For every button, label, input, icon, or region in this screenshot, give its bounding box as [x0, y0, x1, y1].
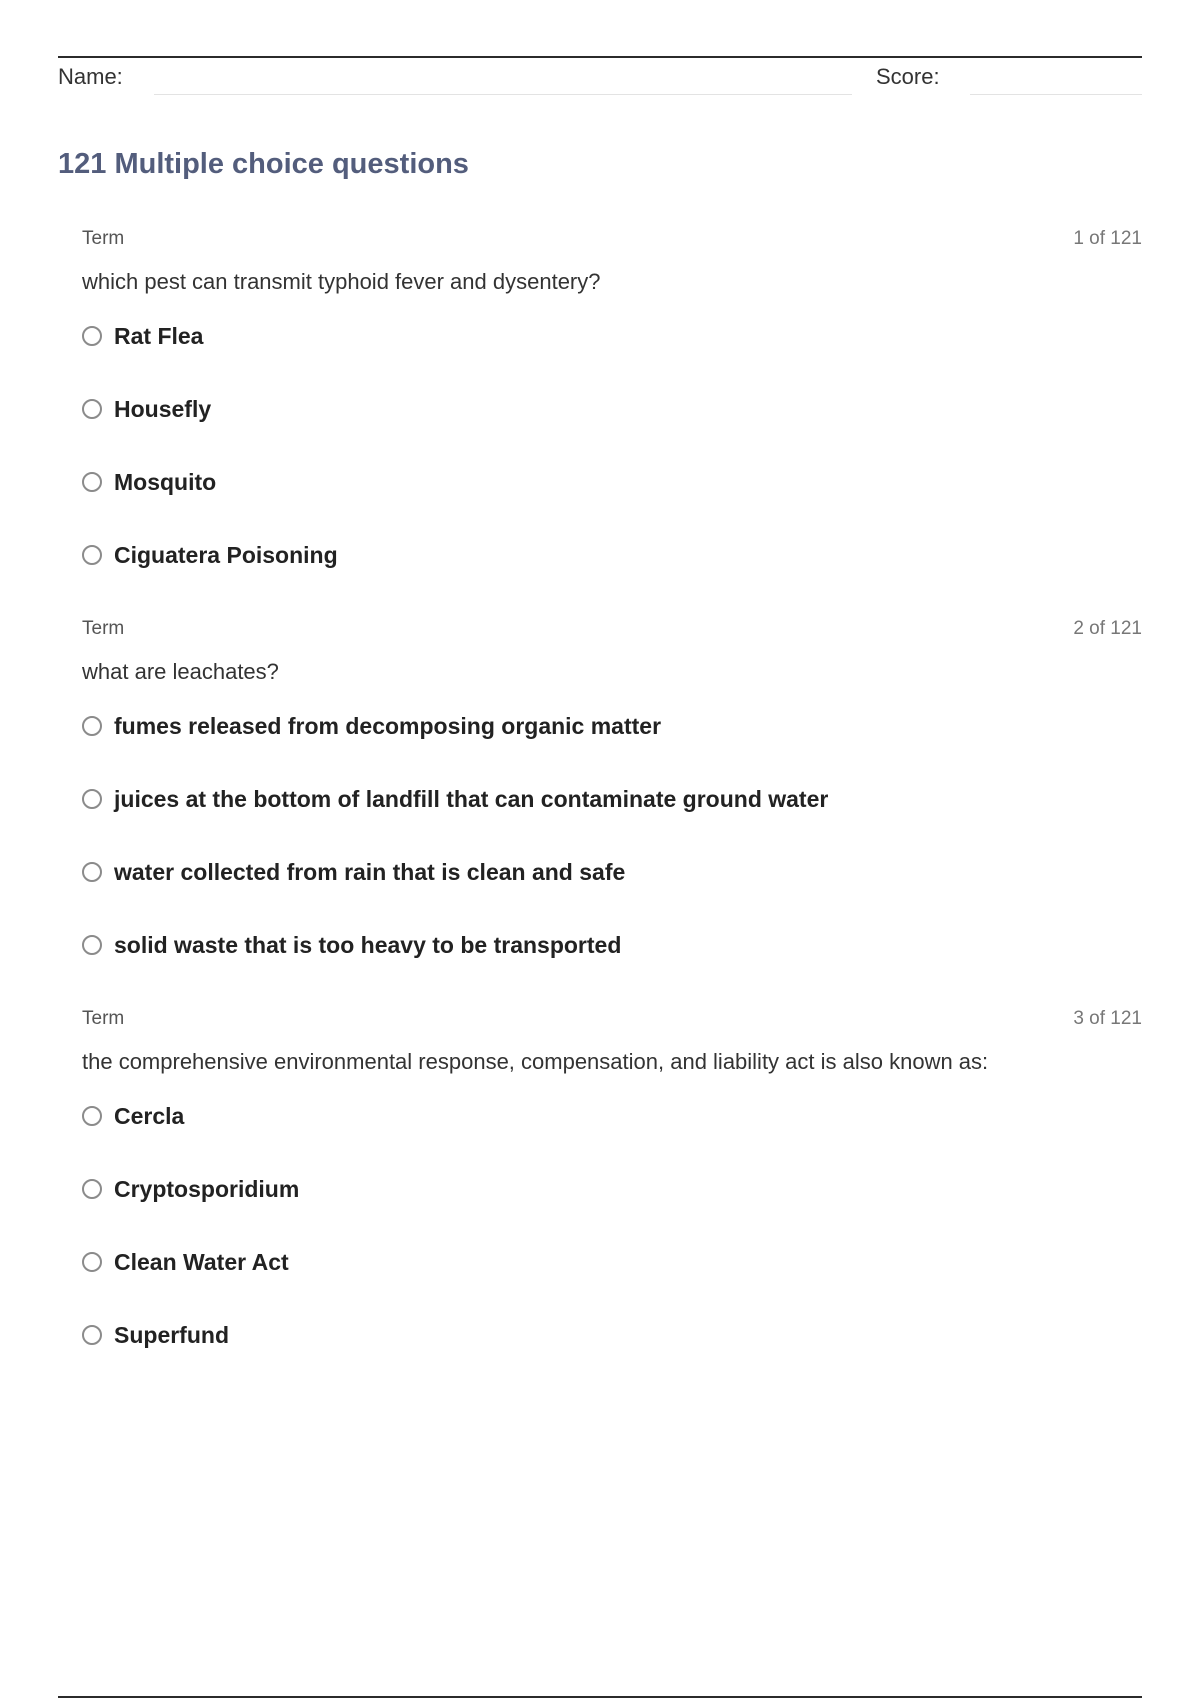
option-1[interactable]: [82, 708, 1142, 744]
question-card-3: [82, 1008, 1142, 1390]
option-1[interactable]: [82, 318, 1142, 354]
option-2[interactable]: [82, 1171, 1142, 1207]
question-card-1: [82, 228, 1142, 610]
question-counter: 1 of 121: [1073, 228, 1142, 249]
radio-icon[interactable]: [82, 789, 102, 809]
option-3[interactable]: [82, 1244, 1142, 1280]
section-title: 121 Multiple choice questions: [58, 148, 469, 180]
score-label: Score:: [876, 64, 940, 89]
option-label: Superfund: [114, 1321, 229, 1348]
radio-icon[interactable]: [82, 1252, 102, 1272]
question-counter: 3 of 121: [1073, 1008, 1142, 1029]
option-2[interactable]: [82, 391, 1142, 427]
worksheet-page: [58, 0, 1142, 1700]
top-rule: [58, 56, 1142, 58]
radio-icon[interactable]: [82, 935, 102, 955]
option-label: Rat Flea: [114, 322, 204, 349]
header-row: [58, 60, 1142, 96]
question-text: the comprehensive environmental response, compensation, and liability act is also known as:: [82, 1049, 989, 1074]
option-3[interactable]: [82, 854, 1142, 890]
option-4[interactable]: [82, 537, 1142, 573]
options-list: [82, 708, 1142, 963]
bottom-rule: [58, 1696, 1142, 1698]
option-label: solid waste that is too heavy to be transported: [114, 931, 622, 958]
name-label: Name:: [58, 64, 123, 89]
radio-icon[interactable]: [82, 1106, 102, 1126]
term-label: Term: [82, 618, 125, 639]
option-label: juices at the bottom of landfill that can contaminate ground water: [114, 785, 829, 812]
term-label: Term: [82, 1008, 125, 1029]
question-text: what are leachates?: [82, 659, 279, 684]
question-card-2: [82, 618, 1142, 1000]
options-list: [82, 1098, 1142, 1353]
question-text: which pest can transmit typhoid fever and dysentery?: [82, 269, 601, 294]
question-counter: 2 of 121: [1073, 618, 1142, 639]
option-label: Mosquito: [114, 468, 217, 495]
radio-icon[interactable]: [82, 862, 102, 882]
option-label: Clean Water Act: [114, 1248, 289, 1275]
option-4[interactable]: [82, 1317, 1142, 1353]
radio-icon[interactable]: [82, 716, 102, 736]
radio-icon[interactable]: [82, 472, 102, 492]
option-label: water collected from rain that is clean and safe: [114, 858, 626, 885]
option-2[interactable]: [82, 781, 1142, 817]
radio-icon[interactable]: [82, 1179, 102, 1199]
option-label: Cercla: [114, 1102, 185, 1129]
radio-icon[interactable]: [82, 545, 102, 565]
name-field[interactable]: [154, 94, 852, 95]
radio-icon[interactable]: [82, 326, 102, 346]
option-label: Ciguatera Poisoning: [114, 541, 338, 568]
option-3[interactable]: [82, 464, 1142, 500]
option-1[interactable]: [82, 1098, 1142, 1134]
option-label: Cryptosporidium: [114, 1175, 300, 1202]
option-4[interactable]: [82, 927, 1142, 963]
score-field[interactable]: [970, 94, 1142, 95]
options-list: [82, 318, 1142, 573]
option-label: Housefly: [114, 395, 212, 422]
radio-icon[interactable]: [82, 399, 102, 419]
term-label: Term: [82, 228, 125, 249]
radio-icon[interactable]: [82, 1325, 102, 1345]
option-label: fumes released from decomposing organic matter: [114, 712, 662, 739]
